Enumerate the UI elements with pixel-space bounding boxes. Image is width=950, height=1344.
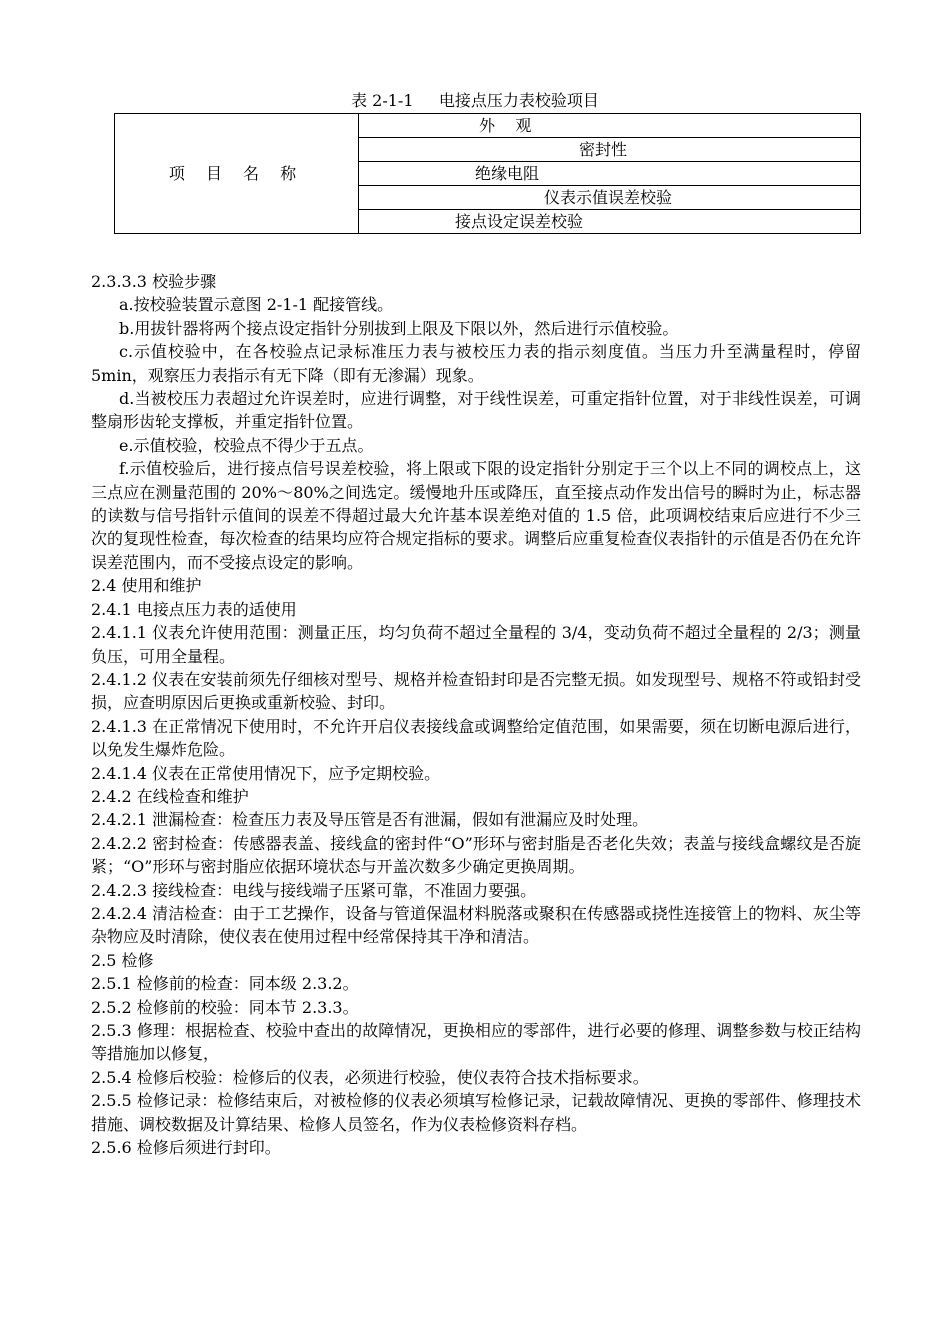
paragraph: 2.4.1 电接点压力表的适使用 [91,599,297,619]
paragraph: 2.3.3.3 校验步骤 [91,272,217,291]
paragraph: e.示值校验，校验点不得少于五点。 [119,435,374,455]
paragraph: 2.4.2 在线检查和维护 [91,786,249,806]
table-cell: 绝缘电阻 [359,162,861,186]
paragraph: 2.4.2.2 密封检查：传感器表盖、接线盒的密封件“O”形环与密封脂是否老化失效；表盖与接线盒螺纹是否旋紧；“O”形环与密封脂应依据环境状态与开盖次数多少确定更换周期。 [91,833,861,877]
paragraph: 2.5.3 修理：根据检查、校验中查出的故障情况，更换相应的零部件，进行必要的修理、调整参数与校正结构等措施加以修复， [91,1021,861,1064]
paragraph: f.示值校验后，进行接点信号误差校验，将上限或下限的设定指针分别定于三个以上不同的调校点上，这三点应在测量范围的 20%～80%之间选定。缓慢地升压或降压，直至接点动作发出信号的瞬时为止，标志器的读数与信号指针示值间的误差不得超过最大允许基本误差绝对值的 1.5 倍，此项调校结束后应进行不少三次的复现性检查，每次检查的结果均应符合规定指标的要求。调整后应重复检查仪表指针的示值是否仍在允许误差范围内，而不受接点设定的影响。 [91,459,861,572]
table-head-cell: 项 目 名 称 [115,114,359,234]
body-text [91,270,861,1159]
paragraph: 2.5.5 检修记录：检修结束后，对被检修的仪表必须填写检修记录，记载故障情况、更换的零部件、修理技术措施、调校数据及计算结果、检修人员签名，作为仪表检修资料存档。 [91,1091,861,1134]
paragraph: 2.4.1.4 仪表在正常使用情况下，应予定期校验。 [91,763,441,783]
table-cell: 仪表示值误差校验 [359,186,861,210]
table-caption: 表 2-1-1 电接点压力表校验项目 [351,91,599,110]
paragraph: 2.4.1.2 仪表在安装前须先仔细核对型号、规格并检查铅封印是否完整无损。如发现型号、规格不符或铅封受损，应查明原因后更换或重新校验、封印。 [91,669,861,713]
paragraph: 2.4.1.1 仪表允许使用范围：测量正压，均匀负荷不超过全量程的 3/4，变动负荷不超过全量程的 2/3；测量负压，可用全量程。 [91,623,861,666]
paragraph: 2.4.2.1 泄漏检查：检查压力表及导压管是否有泄漏，假如有泄漏应及时处理。 [91,810,649,830]
paragraph: 2.4 使用和维护 [91,576,202,596]
paragraph: 2.5.6 检修后须进行封印。 [91,1138,281,1158]
table-cell: 外 观 [359,114,861,138]
table-cell: 密封性 [359,138,861,162]
inspection-items-table [114,113,861,234]
table-row [115,114,861,138]
paragraph: 2.4.2.4 清洁检查：由于工艺操作，设备与管道保温材料脱落或聚积在传感器或挠性连接管上的物料、灰尘等杂物应及时清除，使仪表在使用过程中经常保持其干净和清洁。 [91,903,861,947]
table-cell: 接点设定误差校验 [359,210,861,234]
paragraph: d.当被校压力表超过允许误差时，应进行调整，对于线性误差，可重定指针位置，对于非线性误差，可调整扇形齿轮支撑板，并重定指针位置。 [91,389,861,432]
paragraph: 2.5.1 检修前的检查：同本级 2.3.2。 [91,974,359,994]
paragraph: 2.5.4 检修后校验：检修后的仪表，必须进行校验，使仪表符合技术指标要求。 [91,1067,649,1087]
paragraph: b.用拔针器将两个接点设定指针分别拔到上限及下限以外，然后进行示值校验。 [119,318,679,338]
paragraph: 2.4.1.3 在正常情况下使用时，不允许开启仪表接线盒或调整给定值范围，如果需要，须在切断电源后进行，以免发生爆炸危险。 [91,716,861,760]
paragraph: 2.5 检修 [91,950,154,970]
paragraph: a.按校验装置示意图 2-1-1 配接管线。 [119,295,394,315]
paragraph: c.示值校验中，在各校验点记录标准压力表与被校压力表的指示刻度值。当压力升至满量程时，停留 5min，观察压力表指示有无下降（即有无渗漏）现象。 [91,342,861,385]
paragraph: 2.4.2.3 接线检查：电线与接线端子压紧可靠，不准固力要强。 [91,880,537,900]
paragraph: 2.5.2 检修前的校验：同本节 2.3.3。 [91,997,359,1017]
